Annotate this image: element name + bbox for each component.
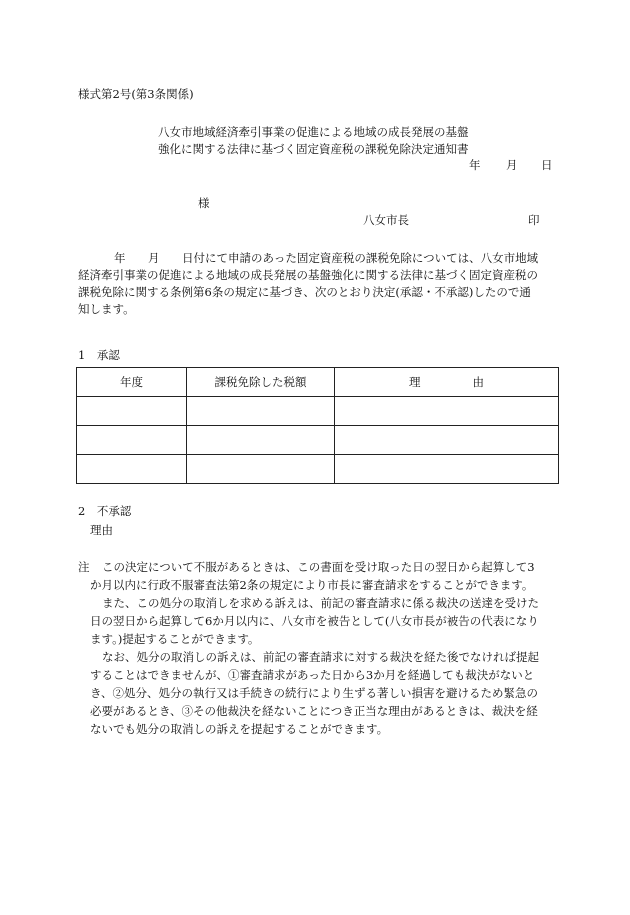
body-prefix-year: 年 (114, 251, 126, 265)
header-fiscal-year: 年度 (77, 368, 187, 397)
note-line: また、この処分の取消しを求める訴えは、前記の審査請求に係る裁決の送達を受けた (102, 596, 539, 610)
section1-heading: 1 承認 (78, 348, 120, 362)
notes-block (78, 558, 568, 738)
header-reason-char1: 理 (409, 375, 421, 389)
body-prefix-month: 月 (148, 251, 160, 265)
header-reason-char2: 由 (472, 375, 484, 389)
table-row (77, 455, 559, 484)
body-line: 知します。 (78, 302, 135, 316)
note-line-text: この決定について不服があるときは、この書面を受け取った日の翌日から起算して3 (102, 560, 535, 574)
note-line: ないでも処分の取消しの訴えを提起することができます。 (90, 722, 389, 736)
table-row (77, 397, 559, 426)
cell-reason (335, 397, 559, 426)
addressee-suffix: 様 (198, 196, 210, 210)
cell-fiscal-year (77, 397, 187, 426)
cell-exempted-tax-amount (187, 397, 335, 426)
date-month-label: 月 (506, 158, 518, 172)
cell-reason (335, 426, 559, 455)
cell-exempted-tax-amount (187, 455, 335, 484)
note-line: 日の翌日から起算して6か月以内に、八女市を被告として(八女市長が被告の代表になり (90, 614, 539, 628)
section2-heading: 2 不承認 (78, 504, 132, 518)
form-number: 様式第2号(第3条関係) (78, 87, 194, 101)
note-line: することはできませんが、①審査請求があった日から3か月を経過しても裁決がないと (90, 668, 535, 682)
cell-fiscal-year (77, 455, 187, 484)
body-date-prefix (78, 250, 182, 267)
approval-table (76, 367, 559, 484)
date-day-label: 日 (541, 158, 553, 172)
body-line (78, 250, 558, 267)
document-title-line1: 八女市地域経済牽引事業の促進による地域の成長発展の基盤 (158, 125, 469, 139)
note-label: 注 (78, 560, 90, 574)
cell-reason (335, 455, 559, 484)
document-title-line2: 強化に関する法律に基づく固定資産税の課税免除決定通知書 (158, 142, 469, 156)
note-line (78, 558, 568, 576)
notice-body (78, 250, 558, 318)
date-year-label: 年 (469, 158, 481, 172)
body-line-text: 日付にて申請のあった固定資産税の課税免除については、八女市地域 (182, 251, 539, 265)
cell-fiscal-year (77, 426, 187, 455)
table-header-row (77, 368, 559, 397)
note-line: なお、処分の取消しの訴えは、前記の審査請求に対する裁決を経た後でなければ提起 (102, 650, 539, 664)
note-line: ます。)提起することができます。 (90, 632, 260, 646)
cell-exempted-tax-amount (187, 426, 335, 455)
note-line: 必要があるとき、③その他裁決を経ないことにつき正当な理由があるときは、裁決を経 (90, 704, 538, 718)
note-line: き、②処分、処分の執行又は手続きの続行により生ずる著しい損害を避けるため緊急の (90, 686, 539, 700)
header-reason (335, 368, 559, 397)
header-exempted-tax-amount: 課税免除した税額 (187, 368, 335, 397)
body-line: 課税免除に関する条例第6条の規定に基づき、次のとおり決定(承認・不承認)したので通 (78, 285, 531, 299)
issuer-name: 八女市長 (363, 213, 409, 227)
note-line: か月以内に行政不服審査法第2条の規定により市長に審査請求をすることができます。 (90, 578, 534, 592)
section2-reason-label: 理由 (90, 523, 113, 537)
table-row (77, 426, 559, 455)
body-line: 経済牽引事業の促進による地域の成長発展の基盤強化に関する法律に基づく固定資産税の (78, 268, 538, 282)
seal-mark: 印 (528, 213, 540, 227)
